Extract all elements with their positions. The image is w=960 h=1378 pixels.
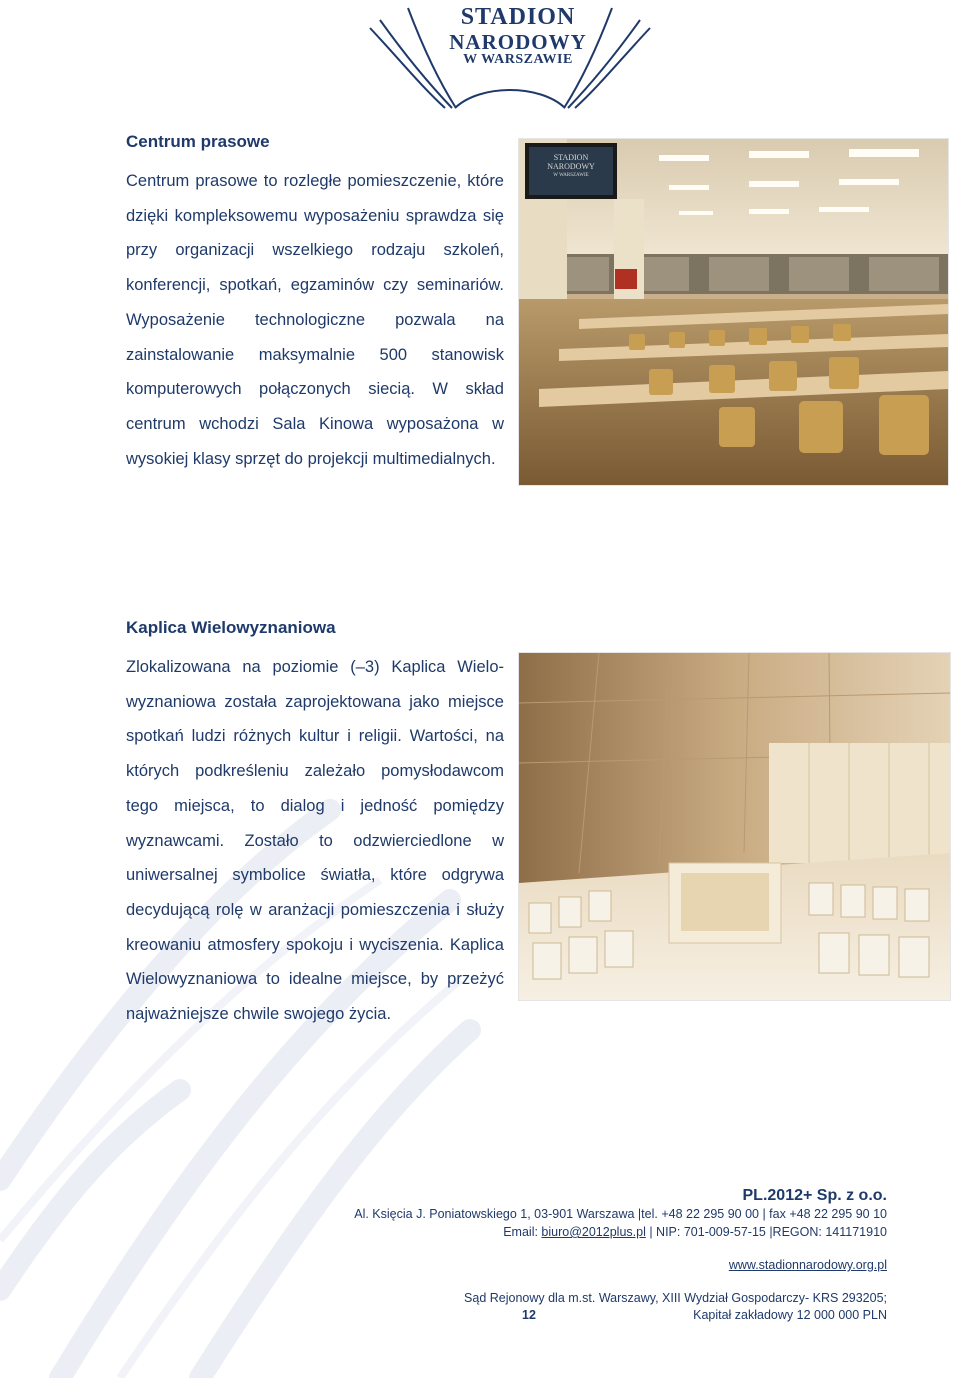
logo-city: W WARSZAWIE <box>463 52 573 67</box>
section-title: Centrum prasowe <box>126 132 270 151</box>
footer-email-line <box>503 1225 887 1239</box>
section-body: Centrum prasowe to rozległe pomieszczenie, które dzięki kompleksowemu wyposażeniu sprawdza się przy organizacji wszelkiego rodzaju szkoleń, konferencji, spotkań, egzaminów czy seminariów. Wyposażenie technologiczne pozwala na zainstalowanie maksymalnie 500 stanowisk komputerowych połączonych siecią. W skład centrum wchodzi Sala Kinowa wyposażona w wysokiej klasy sprzęt do projekcji multimedialnych. <box>126 172 504 468</box>
chapel-photo <box>519 653 950 1000</box>
press-center-photo <box>519 139 948 485</box>
footer-company: PL.2012+ Sp. z o.o. <box>742 1187 887 1204</box>
footer-court: Sąd Rejonowy dla m.st. Warszawy, XIII Wydział Gospodarczy- KRS 293205; <box>464 1291 887 1305</box>
logo-subtitle: NARODOWY <box>449 30 587 54</box>
section-body: Zlokalizowana na poziomie (–3) Kaplica Wielowyznaniowa została zaprojektowana jako miejsce spotkań ludzi różnych kultur i religii. Wartości, na których podkreśleniu zależało pomysłodawcom tego miejsca, to dialog i jedność pomiędzy wyznawcami. Zostało to odzwierciedlone w uniwersalnej symbolice światła, które odgrywa decydującą rolę w aranżacji pomieszczenia i służy kreowaniu atmosfery spokoju i wyciszenia. Kaplica Wielowyznaniowa to idealne miejsce, by przeżyć najważniejsze chwile swojego życia. <box>126 658 504 1024</box>
stadion-narodowy-logo <box>360 0 660 112</box>
section-chapel <box>126 617 504 1032</box>
section-press-center <box>126 131 504 476</box>
footer-website-line <box>729 1258 887 1272</box>
footer-address: Al. Księcia J. Poniatowskiego 1, 03-901 Warszawa |tel. +48 22 295 90 00 | fax +48 22 295 90 10 <box>354 1207 887 1221</box>
screen-logo-text: STADION NARODOWY W WARSZAWIE <box>547 153 595 178</box>
page-number: 12 <box>522 1308 536 1322</box>
footer-website-link[interactable]: www.stadionnarodowy.org.pl <box>728 1258 887 1272</box>
footer-nip-regon: | NIP: 701-009-57-15 |REGON: 141171910 <box>645 1225 887 1239</box>
logo-title: STADION <box>460 4 576 30</box>
section-title: Kaplica Wielowyznaniowa <box>126 618 336 637</box>
footer-capital: Kapitał zakładowy 12 000 000 PLN <box>693 1308 887 1322</box>
footer-email-prefix: Email: <box>503 1225 542 1239</box>
footer-email-link[interactable]: biuro@2012plus.pl <box>541 1225 646 1239</box>
